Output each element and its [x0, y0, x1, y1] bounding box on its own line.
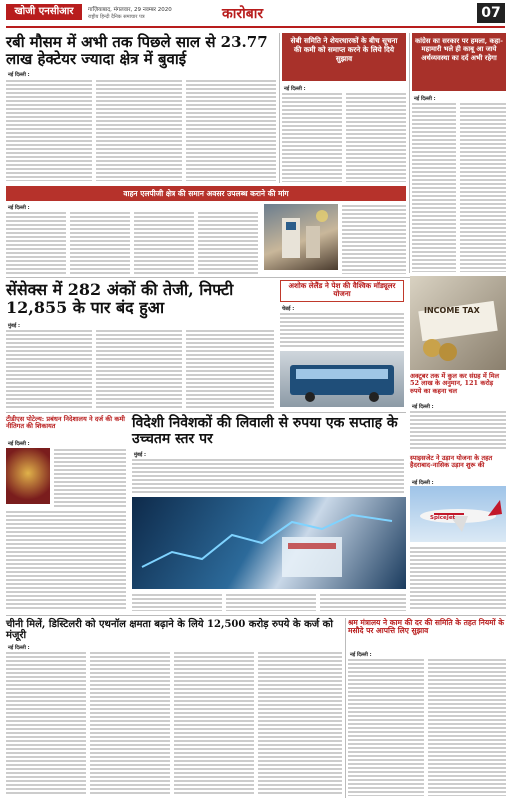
chini-body-col4 [258, 651, 342, 796]
section-rule [6, 615, 506, 616]
masthead-logo: खोजी एनसीआर [6, 4, 82, 20]
congress-dateline: नई दिल्ली : [414, 96, 436, 102]
spicejet-label: SpiceJet [430, 515, 456, 521]
vahan-dateline: नई दिल्ली : [8, 205, 30, 211]
congress-headline-box: कांग्रेस का सरकार पर हमला, कहा- महामारी भले ही काबू आ जाये अर्थव्यवस्था का दर्द अभी रहेगा [412, 33, 506, 91]
tax-headline: अक्टूबर तक में कुल कर संग्रह में मिल 52 लाख के अनुमान, 121 करोड़ रुपये का कहना चल [410, 372, 500, 395]
header-rule [6, 26, 505, 28]
rabi-headline: रबी मौसम में अभी तक पिछले साल से 23.77 लाख हेक्टेयर ज्यादा क्षेत्र में बुवाई [6, 33, 268, 68]
fpi-body-col3 [320, 593, 406, 611]
sensex-headline: सेंसेक्स में 282 अंकों की तेजी, निफ्टी 12,855 के पार बंद हुआ [6, 280, 234, 317]
chini-body-col1 [6, 651, 86, 796]
column-divider [409, 33, 410, 273]
fpi-dateline: मुंबई : [134, 452, 147, 458]
tds-logo-photo [6, 448, 50, 504]
column-divider [279, 33, 280, 183]
sensex-body-col2 [96, 329, 182, 409]
tds-body-top [54, 448, 126, 508]
spicejet-headline: स्पाइसजेट ने उड़ान योजना के तहत हैदराबाद-नासिक उड़ान शुरू की [410, 454, 493, 470]
chini-body-col3 [174, 651, 254, 796]
fpi-body-col1 [132, 593, 222, 611]
rabi-body-col1 [6, 79, 92, 181]
chini-body-col2 [90, 651, 170, 796]
currency-trading-photo [132, 497, 406, 589]
spicejet-aircraft-photo [410, 486, 506, 542]
vahan-body-col1 [6, 211, 66, 275]
issue-date-line: गाज़ियाबाद, मंगलवार, 29 नवम्बर 2020 [88, 7, 172, 13]
vahan-body-col3 [134, 211, 194, 275]
shram-headline: श्रम मंत्रालय ने काम की दर की समिति के तहत नियमों के मसौदे पर आपत्ति लिए सुझाव [348, 618, 504, 636]
rabi-body-col3 [186, 79, 276, 181]
page-number: 07 [477, 3, 505, 23]
ashok-body [280, 312, 404, 348]
shram-body-col1 [348, 658, 424, 796]
shram-body-col2 [428, 658, 506, 796]
section-title: कारोबार [222, 6, 264, 22]
congress-body-col1 [412, 102, 456, 272]
tax-body [410, 410, 506, 450]
vahan-body-col2 [70, 211, 130, 275]
column-divider [345, 618, 346, 798]
sebi-dateline: नई दिल्ली : [284, 86, 306, 92]
chini-dateline: नई दिल्ली : [8, 645, 30, 651]
spicejet-dateline: नई दिल्ली : [412, 480, 434, 486]
masthead-tagline: राष्ट्रीय हिन्दी दैनिक समाचार पत्र [88, 14, 145, 20]
tax-dateline: नई दिल्ली : [412, 404, 434, 410]
vahan-headline-bar: वाहन एलपीजी क्षेत्र की समान अवसर उपलब्ध कराने की मांग [6, 186, 406, 201]
sebi-headline-box: सेबी समिति ने शेयरधारकों के बीच सूचना की कमी को समाप्त करने के लिये दिये सुझाव [282, 33, 406, 81]
section-rule [6, 412, 406, 413]
page-header [0, 0, 511, 34]
congress-body-col2 [460, 102, 506, 272]
vahan-body-col4 [198, 211, 258, 275]
sensex-body-col3 [186, 329, 274, 409]
fpi-body-top [132, 458, 404, 494]
rabi-body-col2 [96, 79, 182, 181]
sebi-body-col1 [282, 92, 342, 182]
sensex-body-col1 [6, 329, 92, 409]
fpi-body-col2 [226, 593, 316, 611]
tds-body [6, 510, 126, 610]
tds-dateline: नई दिल्ली : [8, 441, 30, 447]
spicejet-body [410, 546, 506, 610]
chini-headline: चीनी मिलें, डिस्टिलरी को एथनॉल क्षमता बढ़ाने के लिये 12,500 करोड़ रुपये के कर्ज को मंजूरी [6, 619, 333, 642]
sebi-body-col2 [346, 92, 406, 182]
ashok-headline: अशोक लेलैंड ने पेश की वैश्विक मॉड्यूलर योजना [288, 281, 396, 299]
income-tax-photo [410, 276, 506, 370]
vahan-body-col5 [342, 204, 406, 274]
sensex-dateline: मुंबई : [8, 323, 21, 329]
bus-photo [280, 351, 404, 407]
lpg-station-photo [264, 204, 338, 270]
fpi-headline: विदेशी निवेशकों की लिवाली से रुपया एक सप्ताह के उच्चतम स्तर पर [132, 415, 398, 447]
ashok-dateline: चेन्नई : [282, 306, 295, 312]
income-tax-label: INCOME TAX [424, 306, 480, 315]
tds-headline: टीडीएस पोटेल्य: प्रबंधन निदेशालय ने दर्ज की कमी नीतिगत की शिकायत [6, 415, 125, 431]
shram-dateline: नई दिल्ली : [350, 652, 372, 658]
rabi-dateline: नई दिल्ली : [8, 72, 30, 78]
